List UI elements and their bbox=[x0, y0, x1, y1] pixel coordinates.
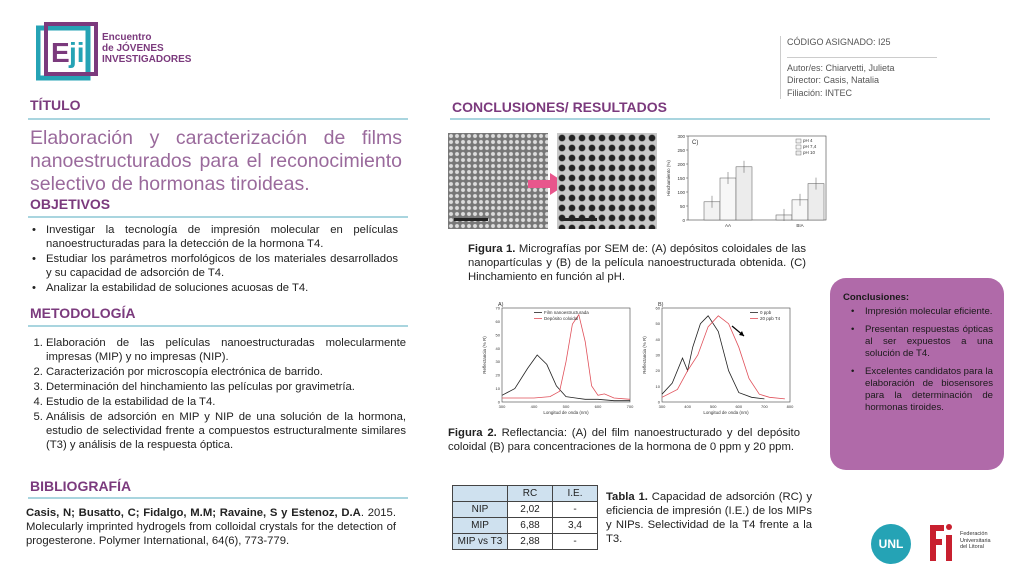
y-tick-label: 40 bbox=[655, 336, 660, 342]
y-tick-label: 40 bbox=[495, 345, 500, 351]
y-tick-label: 60 bbox=[495, 318, 500, 324]
figura1-label: Figura 1. bbox=[468, 243, 516, 255]
table-header-cell: I.E. bbox=[553, 486, 598, 502]
table-row bbox=[453, 534, 598, 550]
y-tick-label: 100 bbox=[677, 190, 685, 195]
legend-swatch bbox=[796, 151, 801, 155]
y-tick-label: 50 bbox=[679, 204, 685, 209]
bar bbox=[736, 167, 752, 220]
table-header-row bbox=[453, 486, 598, 502]
table-cell: 2,02 bbox=[508, 502, 553, 518]
y-tick-label: 50 bbox=[495, 332, 500, 338]
table-cell: MIP bbox=[453, 518, 508, 534]
bibliografia-rest: . 2015. Molecularly imprinted hydrogels from colloidal crystals for the detection of progesterone. Polymer International, 64(6), 773-779. bbox=[26, 507, 396, 547]
objetivo-item: • Estudiar los parámetros morfológicos de los materiales desarrollados y su capacidad de adsorción de T4. bbox=[46, 252, 398, 280]
x-tick-label: 700 bbox=[626, 404, 634, 409]
x-axis-label: Longitud de onda (nm) bbox=[703, 410, 749, 415]
authors: Autor/es: Chiarvetti, Julieta bbox=[787, 62, 895, 73]
legend-label: Film nanoestructurada bbox=[544, 310, 589, 315]
table-row bbox=[453, 518, 598, 534]
tabla1-caption bbox=[606, 490, 812, 546]
y-tick-label: 10 bbox=[495, 386, 500, 392]
table-cell: MIP vs T3 bbox=[453, 534, 508, 550]
metodologia-heading: METODOLOGÍA bbox=[30, 305, 136, 321]
bibliografia-heading: BIBLIOGRAFÍA bbox=[30, 478, 132, 494]
legend-label: 0 ppb bbox=[760, 310, 772, 315]
y-tick-label: 10 bbox=[655, 383, 660, 389]
fuel-line3: del Litoral bbox=[960, 544, 984, 550]
table-cell: 6,88 bbox=[508, 518, 553, 534]
figura2-label: Figura 2. bbox=[448, 427, 497, 439]
table-header-cell: RC bbox=[508, 486, 553, 502]
table-cell: NIP bbox=[453, 502, 508, 518]
metodologia-list bbox=[26, 336, 406, 453]
x-tick-label: 500 bbox=[562, 404, 570, 409]
bibliografia-rule bbox=[28, 497, 408, 499]
objetivo-item: • Analizar la estabilidad de soluciones acuosas de T4. bbox=[46, 281, 398, 295]
svg-text:ji: ji bbox=[69, 37, 85, 68]
x-tick-label: 600 bbox=[594, 404, 602, 409]
figura1-text: Micrografías por SEM de: (A) depósitos coloidales de las nanopartículas y (B) de la película nanoestructurada obtenida. (C) Hinchamiento en función al pH. bbox=[468, 243, 806, 283]
bar bbox=[720, 178, 736, 220]
y-tick-label: 250 bbox=[677, 148, 685, 153]
poster-title: Elaboración y caracterización de films nanoestructurados para el reconocimiento selectivo de hormonas tiroideas. bbox=[30, 127, 402, 195]
logo-line1: Encuentro bbox=[102, 32, 152, 43]
metodologia-item: 3. Determinación del hinchamiento las películas por gravimetría. bbox=[46, 380, 406, 394]
conclusion-item: • Excelentes candidatos para la elaboración de biosensores para la determinación de hormonas tiroides. bbox=[865, 366, 993, 414]
unl-label: UNL bbox=[878, 537, 904, 551]
fuel-logo bbox=[922, 521, 1012, 567]
figura1-caption bbox=[468, 242, 806, 284]
x-tick-label: BIA bbox=[796, 223, 804, 228]
x-tick-label: AA bbox=[724, 223, 732, 228]
metodologia-item: 1. Elaboración de las películas nanoestructuradas molecularmente impresas (MIP) y no impresas (NIP). bbox=[46, 336, 406, 364]
x-tick-label: 300 bbox=[658, 404, 666, 409]
fuel-line1: Federación bbox=[960, 531, 988, 537]
affiliation: Filiación: INTEC bbox=[787, 87, 853, 98]
objetivos-rule bbox=[28, 216, 408, 218]
fuel-logo-icon bbox=[922, 521, 958, 565]
x-tick-label: 300 bbox=[498, 404, 506, 409]
titulo-heading: TÍTULO bbox=[30, 97, 81, 113]
table-cell: - bbox=[553, 534, 598, 550]
reflectance-chart-b bbox=[640, 298, 800, 416]
objetivos-list bbox=[28, 223, 398, 296]
table-row bbox=[453, 502, 598, 518]
y-tick-label: 20 bbox=[495, 372, 500, 378]
metodologia-item: 5. Análisis de adsorción en MIP y NIP de una solución de la hormona, estudio de selectividad frente a compuestos estructuralmente similares (T3) y análisis de la respuesta óptica. bbox=[46, 410, 406, 452]
table-cell: 3,4 bbox=[553, 518, 598, 534]
info-block bbox=[780, 36, 1007, 99]
conclusions-heading: Conclusiones: bbox=[843, 292, 910, 303]
legend-label: pH 4 bbox=[803, 138, 813, 143]
table-cell: - bbox=[553, 502, 598, 518]
legend-label: pH 10 bbox=[803, 150, 816, 155]
panel-label: A) bbox=[498, 302, 504, 308]
svg-text:E: E bbox=[51, 37, 70, 68]
y-axis-label: Reflectancia (% R) bbox=[642, 336, 647, 374]
metodologia-rule bbox=[28, 325, 408, 327]
results-table bbox=[452, 485, 598, 550]
eji-logo-icon bbox=[36, 22, 98, 82]
resultados-heading: CONCLUSIONES/ RESULTADOS bbox=[452, 99, 667, 115]
conclusion-item: • Impresión molecular eficiente. bbox=[865, 306, 993, 318]
x-tick-label: 700 bbox=[761, 404, 768, 409]
objetivos-heading: OBJETIVOS bbox=[30, 196, 111, 212]
y-tick-label: 30 bbox=[495, 359, 500, 365]
x-tick-label: 400 bbox=[684, 404, 691, 409]
y-tick-label: 50 bbox=[655, 321, 660, 327]
y-tick-label: 20 bbox=[655, 368, 660, 374]
conclusion-item: • Presentan respuestas ópticas al ser expuestos a una solución de T4. bbox=[865, 324, 993, 360]
tabla1-label: Tabla 1. bbox=[606, 491, 648, 503]
plot-frame bbox=[502, 308, 630, 402]
y-tick-label: 0 bbox=[497, 399, 500, 405]
y-axis-label: Reflectancia (% R) bbox=[482, 336, 487, 374]
resultados-rule bbox=[450, 118, 990, 120]
panel-label: B) bbox=[658, 302, 664, 308]
legend-label: pH 7,4 bbox=[803, 144, 817, 149]
y-tick-label: 300 bbox=[677, 134, 685, 139]
legend-label: Depósito coloidal bbox=[544, 316, 579, 321]
director: Director: Casis, Natalia bbox=[787, 75, 880, 85]
y-tick-label: 30 bbox=[655, 352, 660, 358]
y-tick-label: 0 bbox=[657, 399, 660, 405]
x-axis-label: Longitud de onda (nm) bbox=[543, 410, 589, 415]
y-tick-label: 200 bbox=[677, 162, 685, 167]
x-tick-label: 400 bbox=[530, 404, 538, 409]
panel-label: C) bbox=[692, 140, 699, 146]
titulo-rule bbox=[28, 118, 408, 120]
tabla1-text: Capacidad de adsorción (RC) y eficiencia de impresión (I.E.) de los MIPs y NIPs. Selectividad de la T4 frente a la T3. bbox=[606, 491, 812, 545]
metodologia-item: 4. Estudio de la estabilidad de la T4. bbox=[46, 395, 406, 409]
y-tick-label: 0 bbox=[682, 218, 685, 223]
x-tick-label: 800 bbox=[786, 404, 794, 409]
metodologia-item: 2. Caracterización por microscopía electrónica de barrido. bbox=[46, 365, 406, 379]
legend-swatch bbox=[796, 139, 801, 143]
table-header-cell bbox=[453, 486, 508, 502]
x-tick-label: 600 bbox=[735, 404, 743, 409]
y-tick-label: 60 bbox=[655, 305, 660, 311]
logo bbox=[36, 22, 196, 82]
bibliografia-text bbox=[26, 506, 396, 548]
fuel-line2: Universitaria bbox=[960, 537, 991, 544]
unl-logo bbox=[871, 524, 911, 564]
conclusions-box bbox=[830, 278, 1004, 470]
x-tick-label: 500 bbox=[709, 404, 717, 409]
bibliografia-authors: Casis, N; Busatto, C; Fidalgo, M.M; Ravaine, S y Estenoz, D.A bbox=[26, 507, 361, 519]
table-cell: 2,88 bbox=[508, 534, 553, 550]
objetivo-item: • Investigar la tecnología de impresión molecular en películas nanoestructuradas para la detección de la hormona T4. bbox=[46, 223, 398, 251]
y-axis-label: Hinchamiento (%) bbox=[666, 160, 671, 196]
y-tick-label: 150 bbox=[677, 176, 685, 181]
swelling-bar-chart bbox=[664, 128, 834, 234]
figura2-text: Reflectancia: (A) del film nanoestructurado y del depósito coloidal (B) para concentraciones de la hormona de 0 ppm y 20 ppm. bbox=[448, 427, 800, 453]
sem-image-b bbox=[557, 133, 657, 229]
logo-line3: INVESTIGADORES bbox=[102, 54, 192, 65]
logo-line2: de JÓVENES bbox=[102, 43, 164, 54]
y-tick-label: 70 bbox=[495, 305, 500, 311]
figura2-caption bbox=[448, 426, 800, 454]
reflectance-chart-a bbox=[480, 298, 640, 416]
legend-swatch bbox=[796, 145, 801, 149]
legend-label: 20 ppb T4 bbox=[760, 316, 781, 321]
assigned-code: CÓDIGO ASIGNADO: I25 bbox=[787, 37, 891, 47]
